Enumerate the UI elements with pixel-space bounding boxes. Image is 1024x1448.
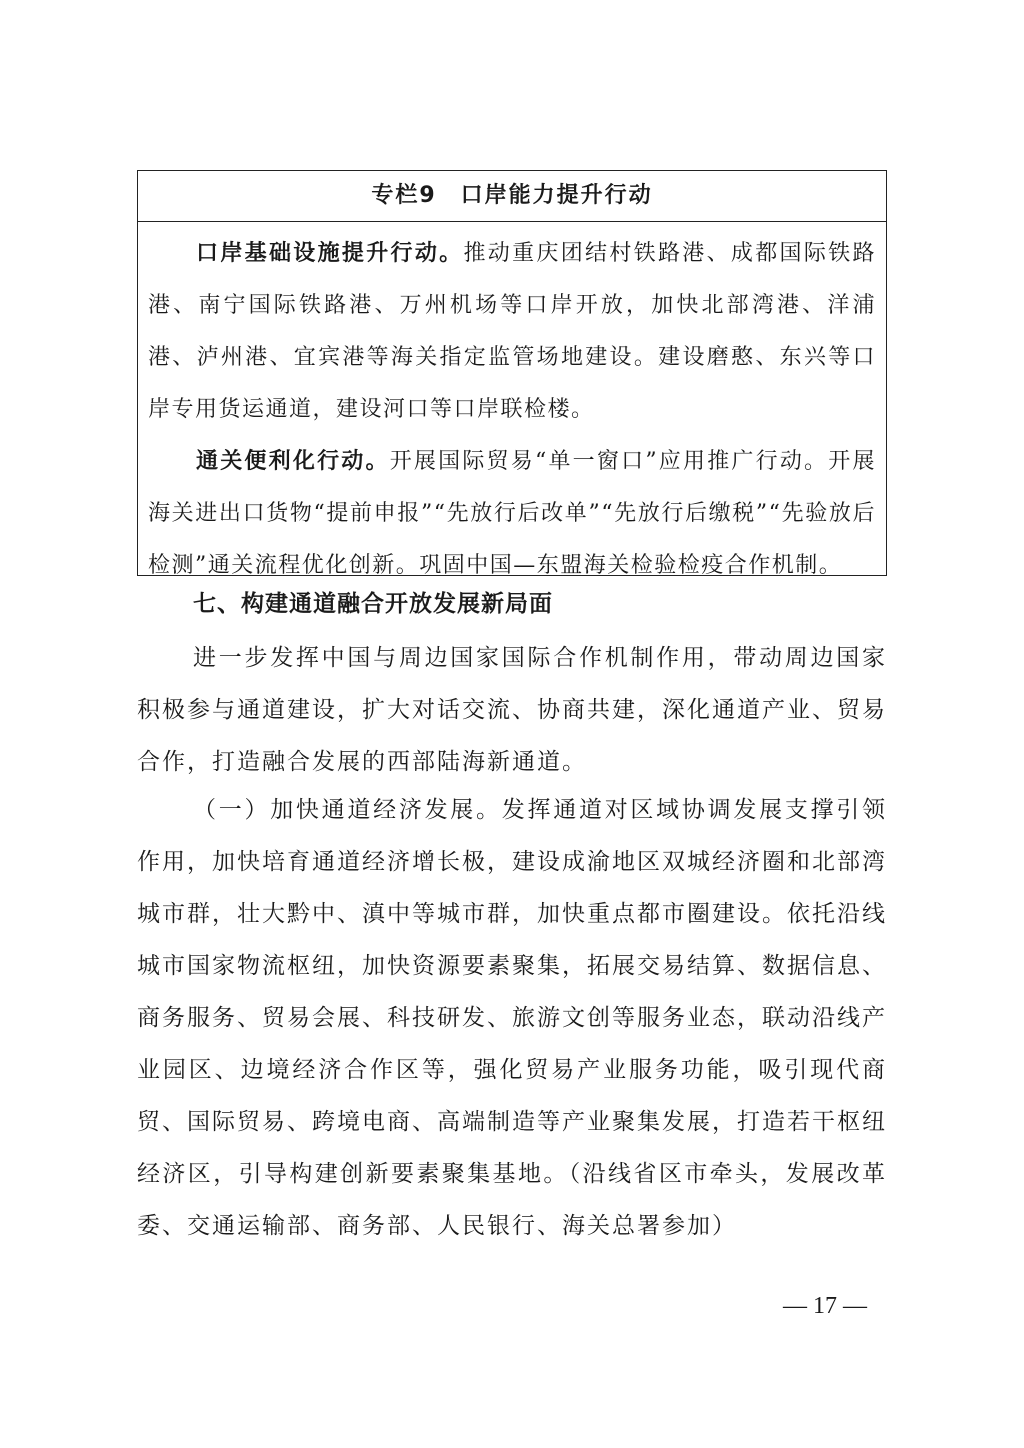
subsection-paragraph — [137, 784, 887, 1252]
box-item-text: 开展国际贸易“单一窗口”应用推广行动。开展海关进出口货物“提前申报”“先放行后改单”“先放行后缴税”“先验放后检测”通关流程优化创新。巩固中国—东盟海关检验检疫合作机制。 — [148, 449, 876, 578]
box-paragraph-infrastructure — [148, 228, 876, 436]
box-title: 专栏9 口岸能力提升行动 — [138, 171, 886, 222]
box-paragraph-customs — [148, 436, 876, 592]
page-number: — 17 — — [783, 1293, 867, 1319]
box-item-text: 推动重庆团结村铁路港、成都国际铁路港、南宁国际铁路港、万州机场等口岸开放，加快北部湾港、洋浦港、泸州港、宜宾港等海关指定监管场地建设。建设磨憨、东兴等口岸专用货运通道，建设河口等口岸联检楼。 — [148, 241, 876, 422]
section-intro-paragraph: 进一步发挥中国与周边国家国际合作机制作用，带动周边国家积极参与通道建设，扩大对话交流、协商共建，深化通道产业、贸易合作，打造融合发展的西部陆海新通道。 — [137, 645, 887, 775]
box-item-lead: 通关便利化行动。 — [196, 449, 390, 474]
box-body — [138, 222, 886, 592]
section-heading: 七、构建通道融合开放发展新局面 — [193, 591, 553, 617]
subsection-text: 发挥通道对区域协调发展支撑引领作用，加快培育通道经济增长极，建设成渝地区双城经济圈和北部湾城市群，壮大黔中、滇中等城市群，加快重点都市圈建设。依托沿线城市国家物流枢纽，加快资源要素聚集，拓展交易结算、数据信息、商务服务、贸易会展、科技研发、旅游文创等服务业态，联动沿线产业园区、边境经济合作区等，强化贸易产业服务功能，吸引现代商贸、国际贸易、跨境电商、高端制造等产业聚集发展，打造若干枢纽经济区，引导构建创新要素聚集基地。（沿线省区市牵头，发展改革委、交通运输部、商务部、人民银行、海关总署参加） — [137, 797, 888, 1239]
subsection-lead: （一）加快通道经济发展。 — [193, 797, 502, 823]
special-column-box — [137, 170, 887, 576]
box-item-lead: 口岸基础设施提升行动。 — [196, 241, 464, 266]
